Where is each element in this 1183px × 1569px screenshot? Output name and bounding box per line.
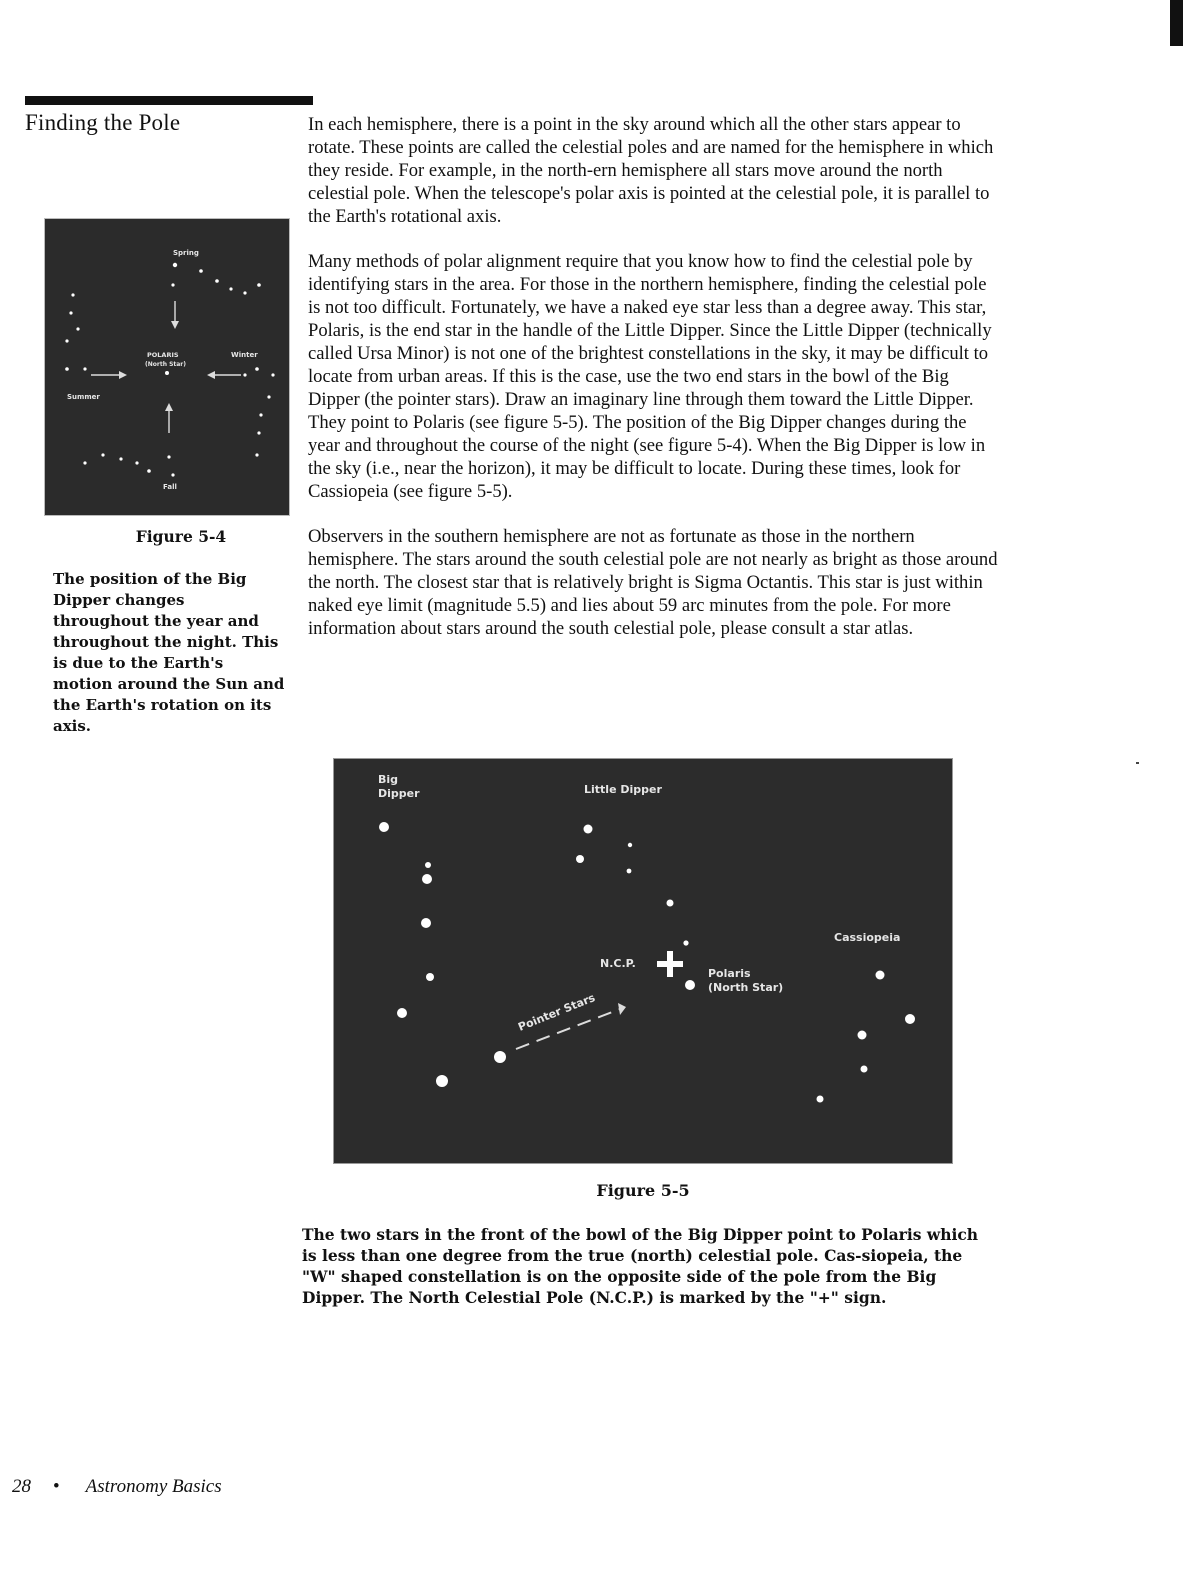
label-north-star: (North Star)	[145, 361, 187, 368]
star	[65, 339, 68, 342]
figure-5-5-diagram	[334, 759, 952, 1163]
cassiopeia-star	[861, 1066, 868, 1073]
little-dipper-star	[628, 843, 632, 847]
paragraph-2: Many methods of polar alignment require that you know how to find the celestial pole by identifying stars in the area. For those in the northern hemisphere, finding the celestial pole is not too difficult. Fortunately, we have a naked eye star less than a degree away. This star, Polaris, is the end star in the handle of the Little Dipper. Since the Little Dipper (technically called Ursa Minor) is not one of the brightest constellations in the sky, it may be difficult to locate from urban areas. If this is the case, use the two end stars in the bowl of the Big Dipper (the pointer stars). Draw an imaginary line through them toward the Little Dipper. They point to Polaris (see figure 5-5). The position of the Big Dipper changes during the year and throughout the course of the night (see figure 5-4). When the Big Dipper is low in the sky (i.e., near the horizon), it may be difficult to locate. During these times, look for Cassiopeia (see figure 5-5).	[308, 251, 992, 502]
big-dipper-star	[421, 918, 431, 928]
little-dipper-star	[667, 900, 674, 907]
little-dipper-star	[627, 869, 632, 874]
star	[267, 395, 270, 398]
star	[83, 367, 86, 370]
cassiopeia-star	[905, 1014, 915, 1024]
star	[259, 413, 262, 416]
figure-5-4-image	[44, 218, 290, 516]
figure-5-5-title: Figure 5-5	[596, 1181, 690, 1200]
polaris-star	[165, 371, 169, 375]
label-polaris: Polaris	[708, 967, 751, 980]
pointer-arrow-head	[618, 1003, 626, 1015]
star	[229, 287, 232, 290]
label-cassiopeia: Cassiopeia	[834, 931, 901, 944]
label-big: Big	[378, 773, 399, 786]
big-dipper-star	[426, 973, 434, 981]
label-dipper: Dipper	[378, 787, 420, 800]
label-north-star: (North Star)	[708, 981, 784, 994]
pointer-star	[436, 1075, 448, 1087]
arrow-head	[165, 403, 173, 411]
paragraph-1: In each hemisphere, there is a point in the sky around which all the other stars appear to rotate. These points are called the celestial poles and are named for the hemisphere in which they reside. For example, in the north-ern hemisphere all stars move around the north celestial pole. When the telescope's polar axis is pointed at the celestial pole, it is parallel to the Earth's rotational axis.	[308, 114, 994, 227]
book-title: Astronomy Basics	[85, 1476, 222, 1497]
star	[101, 453, 104, 456]
label-summer: Summer	[67, 393, 100, 401]
star	[171, 283, 174, 286]
star	[255, 367, 259, 371]
big-dipper-star	[422, 874, 432, 884]
star	[199, 269, 203, 273]
polaris-star	[685, 980, 695, 990]
section-title: Finding the Pole	[25, 110, 181, 135]
label-little-dipper: Little Dipper	[584, 783, 662, 796]
page-number: 28	[12, 1476, 31, 1497]
cassiopeia-star	[817, 1096, 824, 1103]
page-edge-mark	[1170, 0, 1183, 46]
little-dipper-star	[683, 940, 688, 945]
star	[65, 367, 69, 371]
star	[255, 453, 258, 456]
little-dipper-star	[584, 825, 593, 834]
paragraph-3: Observers in the southern hemisphere are not as fortunate as those in the northern hemisphere. The stars around the south celestial pole are not nearly as bright as those around the north. The closest star that is relatively bright is Sigma Octantis. This star is just within naked eye limit (magnitude 5.5) and lies about 59 arc minutes from the pole. For more information about stars around the south celestial pole, please consult a star atlas.	[308, 526, 998, 639]
label-spring: Spring	[173, 249, 199, 257]
star	[167, 455, 170, 458]
figure-5-4-caption: The position of the Big Dipper changes throughout the year and throughout the night. This is due to the Earth's motion around the Sun and the Earth's rotation on its axis.	[53, 570, 285, 735]
figure-5-4-title: Figure 5-4	[135, 527, 227, 546]
cassiopeia-star	[876, 971, 885, 980]
label-fall: Fall	[163, 483, 177, 491]
star	[257, 431, 260, 434]
star	[243, 291, 246, 294]
label-pointer-stars: Pointer Stars	[516, 991, 597, 1034]
label-polaris: POLARIS	[147, 351, 179, 359]
star	[135, 461, 138, 464]
star	[171, 473, 174, 476]
star	[76, 327, 79, 330]
big-dipper-star	[379, 822, 389, 832]
label-winter: Winter	[231, 351, 258, 359]
star	[243, 373, 246, 376]
cassiopeia-star	[858, 1031, 867, 1040]
footer-bullet: •	[53, 1476, 60, 1497]
arrow-head	[119, 371, 127, 379]
figure-5-5-image	[333, 758, 953, 1164]
page-footer	[12, 1476, 222, 1498]
big-dipper-star	[425, 862, 431, 868]
big-dipper-star	[397, 1008, 407, 1018]
arrow-head	[207, 371, 215, 379]
pointer-star	[494, 1051, 506, 1063]
star	[69, 311, 72, 314]
label-ncp: N.C.P.	[600, 957, 636, 970]
arrow-head	[171, 321, 179, 329]
star	[119, 457, 122, 460]
little-dipper-star	[576, 855, 584, 863]
star	[83, 461, 86, 464]
section-rule	[25, 96, 313, 105]
star	[271, 373, 274, 376]
body-text	[308, 113, 998, 662]
star	[71, 293, 74, 296]
ncp-plus-horizontal	[657, 961, 683, 967]
figure-5-4-diagram	[45, 219, 289, 515]
figure-5-5-caption: The two stars in the front of the bowl of the Big Dipper point to Polaris which is less than one degree from the true (north) celestial pole. Cas-siopeia, the "W" shaped constellation is on the opposite side of the pole from the Big Dipper. The North Celestial Pole (N.C.P.) is marked by the "+" sign.	[302, 1225, 979, 1307]
stray-mark	[1136, 762, 1139, 764]
star	[173, 263, 177, 267]
star	[215, 279, 219, 283]
star	[147, 469, 151, 473]
star	[257, 283, 261, 287]
